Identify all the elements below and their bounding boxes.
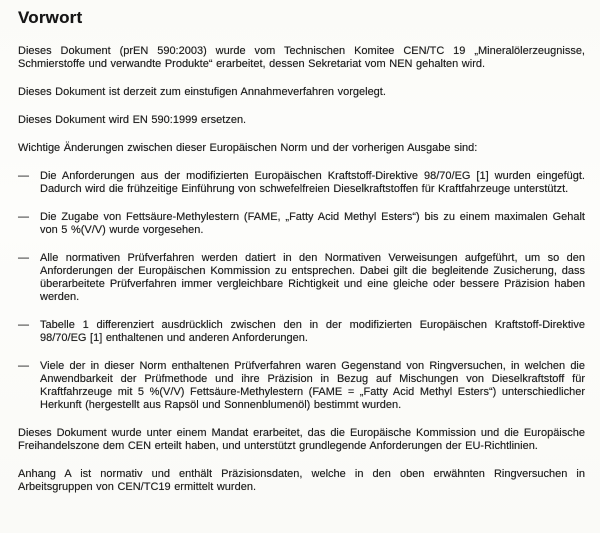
change-list-item: [18, 211, 585, 237]
change-item-text: Die Zugabe von Fettsäure-Methylestern (FAME, „Fatty Acid Methyl Esters“) bis zu einem maximalen Gehalt von 5 %(V/V) wurde vorgesehen.: [40, 211, 585, 236]
annex-paragraph: Anhang A ist normativ und enthält Präzisionsdaten, welche in den oben erwähnten Ringversuchen in Arbeitsgruppen von CEN/TC19 ermittelt wurden.: [18, 468, 585, 493]
change-list-item: [18, 252, 585, 304]
dash-bullet-marker: —: [18, 360, 29, 372]
dash-bullet-marker: —: [18, 319, 29, 331]
intro-paragraph-2: Dieses Dokument ist derzeit zum einstufigen Annahmeverfahren vorgelegt.: [18, 86, 386, 98]
change-list-item: [18, 360, 585, 412]
change-item-text: Alle normativen Prüfverfahren werden datiert in den Normativen Verweisungen aufgeführt, um so den Anforderungen der Europäischen Kommission zu entsprechen. Dabei gilt die begleitende Zusicherung, dass überarbeitete Prüfverfahren immer vergleichbare Richtigkeit und eine gleiche oder bessere Präzision haben werden.: [40, 252, 585, 303]
change-list-item: [18, 319, 585, 345]
page-title: Vorwort: [18, 8, 83, 27]
change-list-item: [18, 170, 585, 196]
mandate-paragraph: Dieses Dokument wurde unter einem Mandat erarbeitet, das die Europäische Kommission und die Europäische Freihandelszone dem CEN erteilt haben, und unterstützt grundlegende Anforderungen der EU-Richtlinien.: [18, 427, 585, 452]
dash-bullet-marker: —: [18, 252, 29, 264]
changes-lead-paragraph: Wichtige Änderungen zwischen dieser Europäischen Norm und der vorherigen Ausgabe sind:: [18, 142, 478, 154]
intro-paragraph-1: Dieses Dokument (prEN 590:2003) wurde vom Technischen Komitee CEN/TC 19 „Mineralölerzeugnisse, Schmierstoffe und verwandte Produkte“ erarbeitet, dessen Sekretariat vom NEN gehalten wird.: [18, 45, 585, 70]
change-item-text: Viele der in dieser Norm enthaltenen Prüfverfahren waren Gegenstand von Ringversuchen, in welchen die Anwendbarkeit der Prüfmethode und ihre Präzision in Bezug auf Mischungen von Dieselkraftstoff für Kraftfahrzeuge mit 5 %(V/V) Fettsäure-Methylestern (FAME = „Fatty Acid Methyl Esters“) unterschiedlicher Herkunft (hergestellt aus Rapsöl und Sonnenblumenöl) bestimmt wurden.: [40, 360, 585, 411]
change-item-text: Die Anforderungen aus der modifizierten Europäischen Kraftstoff-Direktive 98/70/EG [1] wurden eingefügt. Dadurch wird die frühzeitige Einführung von schwefelfreien Dieselkraftstoffen für Kraftfahrzeuge unterstützt.: [40, 170, 585, 195]
dash-bullet-marker: —: [18, 170, 29, 182]
change-item-text: Tabelle 1 differenziert ausdrücklich zwischen den in der modifizierten Europäischen Kraftstoff-Direktive 98/70/EG [1] enthaltenen und anderen Anforderungen.: [40, 319, 585, 344]
dash-bullet-marker: —: [18, 211, 29, 223]
intro-paragraph-3: Dieses Dokument wird EN 590:1999 ersetzen.: [18, 114, 247, 126]
